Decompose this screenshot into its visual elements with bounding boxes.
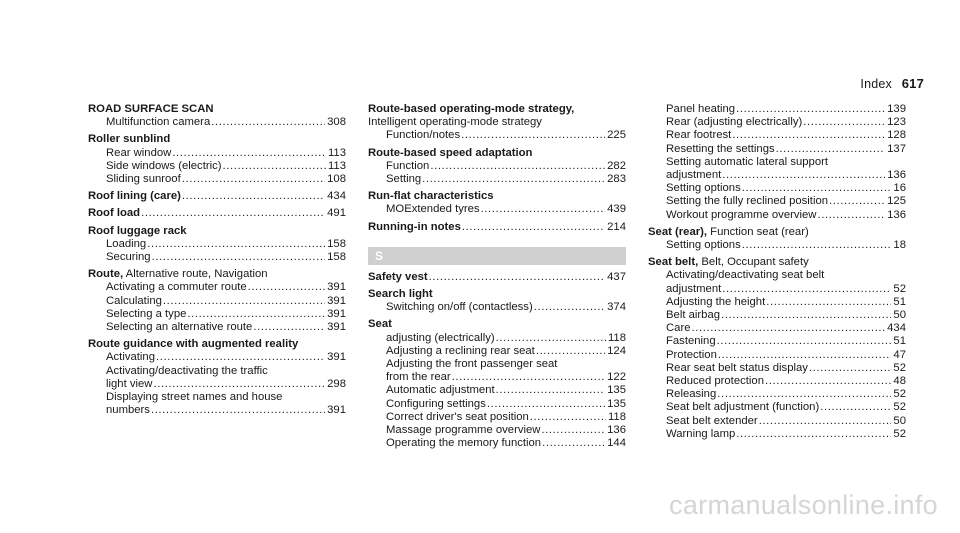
subentry-text: Seat belt extender	[666, 414, 758, 427]
dot-leader	[732, 129, 885, 142]
page-reference: 137	[887, 142, 906, 155]
page-reference: 124	[607, 344, 626, 357]
index-subentry	[368, 173, 626, 186]
dot-leader	[163, 295, 325, 308]
index-subentry	[88, 281, 346, 294]
dot-leader	[718, 349, 892, 362]
dot-leader	[717, 388, 891, 401]
dot-leader	[721, 309, 891, 322]
dot-leader	[147, 238, 325, 251]
page-reference: 374	[607, 301, 626, 314]
index-subentry	[88, 308, 346, 321]
index-entry-heading	[368, 103, 626, 116]
subentry-text: from the rear	[386, 371, 451, 384]
subentry-text: Setting options	[666, 239, 741, 252]
dot-leader	[253, 321, 325, 334]
index-subentry	[368, 332, 626, 345]
page-reference: 122	[607, 371, 626, 384]
index-entry-heading	[88, 133, 346, 146]
dot-leader	[736, 103, 885, 116]
dot-leader	[496, 384, 606, 397]
subentry-text: Displaying street names and house	[106, 391, 283, 404]
entry-keyword: Roller sunblind	[88, 133, 171, 146]
index-subentry	[368, 398, 626, 411]
page-reference: 437	[607, 270, 626, 283]
page-reference: 391	[327, 351, 346, 364]
index-subentry	[368, 160, 626, 173]
index-entry-heading	[368, 221, 626, 234]
page-reference: 108	[327, 173, 346, 186]
entry-see-also: Belt, Occupant safety	[698, 256, 809, 269]
dot-leader	[481, 203, 606, 216]
dot-leader	[692, 322, 886, 335]
dot-leader	[496, 332, 606, 345]
subentry-text: numbers	[106, 404, 150, 417]
dot-leader	[182, 173, 325, 186]
entry-keyword: Roof lining (care)	[88, 190, 181, 203]
dot-leader	[742, 182, 892, 195]
page-reference: 47	[893, 348, 906, 361]
entry-see-also: Alternative route, Navigation	[123, 268, 268, 281]
entry-keyword: Roof luggage rack	[88, 224, 187, 237]
entry-keyword: Seat (rear),	[648, 225, 708, 238]
index-subentry	[648, 156, 906, 169]
page-reference: 283	[607, 173, 626, 186]
index-subentry	[648, 269, 906, 282]
dot-leader	[776, 143, 886, 156]
page-reference: 298	[327, 377, 346, 390]
section-letter-bar: S	[368, 247, 626, 265]
dot-leader	[187, 308, 325, 321]
page-reference: 118	[607, 331, 626, 344]
index-subentry	[648, 362, 906, 375]
page-reference: 48	[893, 375, 906, 388]
dot-leader	[541, 424, 605, 437]
dot-leader	[829, 195, 885, 208]
page-reference: 52	[893, 282, 906, 295]
dot-leader	[765, 375, 891, 388]
index-subentry	[648, 335, 906, 348]
entry-keyword: Route,	[88, 268, 124, 281]
index-subentry	[648, 129, 906, 142]
subentry-text: Massage programme overview	[386, 424, 541, 437]
dot-leader	[462, 221, 605, 234]
page-reference: 52	[893, 388, 906, 401]
page-reference: 139	[887, 103, 906, 115]
entry-keyword: Search light	[368, 288, 433, 301]
page-number: 617	[901, 76, 924, 91]
dot-leader	[182, 190, 325, 203]
page-reference: 18	[893, 239, 906, 252]
dot-leader	[717, 335, 892, 348]
page-reference: 136	[887, 169, 906, 182]
subentry-text: Correct driver's seat position	[386, 410, 529, 423]
page-reference: 125	[887, 195, 906, 208]
page-reference: 158	[327, 251, 346, 264]
page-reference: 391	[327, 294, 346, 307]
index-column-3	[648, 103, 906, 441]
index-subentry	[368, 384, 626, 397]
index-subentry	[648, 428, 906, 441]
dot-leader	[141, 207, 325, 220]
dot-leader	[722, 169, 885, 182]
index-subentry	[88, 295, 346, 308]
subentry-text: adjustment	[666, 282, 722, 295]
index-subentry	[648, 169, 906, 182]
page-reference: 50	[893, 414, 906, 427]
page-reference: 308	[327, 116, 346, 129]
dot-leader	[809, 362, 892, 375]
index-entry-heading	[88, 190, 346, 203]
subentry-text: Warning lamp	[666, 427, 736, 440]
subentry-text: Adjusting the front passenger seat	[386, 358, 558, 371]
subentry-text: Activating	[106, 351, 155, 364]
entry-keyword: Roof load	[88, 207, 141, 220]
dot-leader	[422, 173, 605, 186]
page-reference: 52	[893, 361, 906, 374]
index-subentry	[648, 283, 906, 296]
dot-leader	[542, 437, 605, 450]
page-reference: 439	[607, 203, 626, 216]
dot-leader	[248, 281, 325, 294]
dot-leader	[153, 378, 325, 391]
subentry-text: Workout programme overview	[666, 208, 817, 221]
dot-leader	[429, 271, 605, 284]
subentry-text: Setting options	[666, 182, 741, 195]
dot-leader	[766, 296, 891, 309]
page-reference: 50	[893, 309, 906, 322]
index-subentry	[88, 238, 346, 251]
subentry-text: Resetting the settings	[666, 142, 775, 155]
index-subentry	[368, 437, 626, 450]
page-reference: 491	[327, 207, 346, 220]
index-subentry	[648, 195, 906, 208]
index-subentry	[648, 349, 906, 362]
subentry-text: adjustment	[666, 169, 722, 182]
index-subentry	[648, 309, 906, 322]
subentry-text: Protection	[666, 348, 717, 361]
dot-leader	[452, 371, 605, 384]
page-reference: 391	[327, 321, 346, 334]
index-subentry	[648, 239, 906, 252]
subentry-text: Function	[386, 159, 430, 172]
index-entry-heading	[368, 271, 626, 284]
dot-leader	[530, 411, 606, 424]
watermark: carmanualsonline.info	[669, 490, 938, 520]
subentry-text: Adjusting a reclining rear seat	[386, 344, 535, 357]
index-subentry	[88, 173, 346, 186]
subentry-text: Belt airbag	[666, 309, 721, 322]
page-header	[860, 76, 924, 91]
page-reference: 214	[607, 220, 626, 233]
entry-keyword: Running-in notes	[368, 220, 461, 233]
index-subentry	[88, 391, 346, 404]
subentry-text: Setting automatic lateral support	[666, 155, 829, 168]
index-subentry	[368, 424, 626, 437]
subentry-text: light view	[106, 377, 153, 390]
page-reference: 113	[327, 146, 346, 159]
subentry-text: Intelligent operating-mode strategy	[368, 116, 542, 129]
subentry-text: Panel heating	[666, 103, 736, 115]
subentry-text: Setting	[386, 173, 422, 186]
page-reference: 136	[887, 208, 906, 221]
index-entry-heading	[88, 268, 346, 281]
entry-keyword: Route guidance with augmented reality	[88, 338, 299, 351]
index-subentry	[648, 209, 906, 222]
index-subentry	[648, 322, 906, 335]
subentry-text: Loading	[106, 237, 147, 250]
subentry-text: Selecting a type	[106, 307, 187, 320]
index-subentry	[368, 411, 626, 424]
subentry-text: Multifunction camera	[106, 116, 211, 129]
index-column-2	[368, 103, 626, 450]
subentry-text: Function/notes	[386, 129, 461, 142]
index-subentry	[648, 415, 906, 428]
dot-leader	[736, 428, 891, 441]
subentry-text: Side windows (electric)	[106, 159, 222, 172]
subentry-text: Seat belt adjustment (function)	[666, 401, 820, 414]
index-entry-heading	[648, 226, 906, 239]
dot-leader	[820, 401, 891, 414]
index-subentry	[88, 147, 346, 160]
subentry-text: Rear footrest	[666, 129, 732, 142]
subentry-text: Configuring settings	[386, 397, 486, 410]
entry-keyword: Safety vest	[368, 270, 428, 283]
page-reference: 391	[327, 404, 346, 417]
page-reference: 128	[887, 129, 906, 142]
index-subentry	[368, 203, 626, 216]
subentry-text: Operating the memory function	[386, 437, 542, 450]
page-reference: 144	[607, 437, 626, 450]
index-entry-heading	[368, 288, 626, 301]
index-subentry	[368, 371, 626, 384]
index-subentry	[368, 301, 626, 314]
dot-leader	[534, 301, 605, 314]
entry-keyword: Seat	[368, 318, 392, 331]
subentry-text: Activating/deactivating seat belt	[666, 269, 825, 282]
dot-leader	[722, 283, 891, 296]
dot-leader	[430, 160, 605, 173]
index-subentry	[88, 378, 346, 391]
index-subentry	[648, 182, 906, 195]
index-entry-heading	[368, 190, 626, 203]
page-reference: 136	[607, 424, 626, 437]
section-label: Index	[860, 77, 893, 91]
page-reference: 51	[893, 295, 906, 308]
entry-keyword: Route-based operating-mode strategy,	[368, 103, 575, 115]
page-reference: 118	[607, 410, 626, 423]
dot-leader	[487, 398, 605, 411]
page-reference: 51	[893, 335, 906, 348]
subentry-text: adjusting (electrically)	[386, 331, 495, 344]
page-reference: 52	[893, 401, 906, 414]
page-reference: 135	[607, 397, 626, 410]
page-reference: 123	[887, 116, 906, 129]
page-reference: 113	[327, 159, 346, 172]
index-entry-heading	[88, 338, 346, 351]
dot-leader	[742, 239, 892, 252]
page-reference: 135	[607, 384, 626, 397]
page-reference: 16	[893, 182, 906, 195]
index-subentry	[648, 143, 906, 156]
page-reference: 282	[607, 159, 626, 172]
page-reference: 52	[893, 427, 906, 440]
dot-leader	[759, 415, 892, 428]
index-subentry	[648, 116, 906, 129]
subentry-text: Adjusting the height	[666, 295, 766, 308]
dot-leader	[211, 116, 325, 129]
index-subentry	[648, 103, 906, 116]
dot-leader	[803, 116, 885, 129]
subentry-text: Switching on/off (contactless)	[386, 301, 533, 314]
index-subentry	[368, 116, 626, 129]
page-reference: 434	[327, 190, 346, 203]
subentry-text: Automatic adjustment	[386, 384, 495, 397]
index-column-1	[88, 103, 346, 417]
dot-leader	[151, 404, 325, 417]
index-subentry	[88, 321, 346, 334]
index-subentry	[368, 129, 626, 142]
subentry-text: Activating a commuter route	[106, 281, 247, 294]
subentry-text: Sliding sunroof	[106, 173, 181, 186]
index-subentry	[88, 351, 346, 364]
index-subentry	[648, 296, 906, 309]
subentry-text: MOExtended tyres	[386, 203, 480, 216]
subentry-text: Calculating	[106, 294, 162, 307]
index-subentry	[648, 375, 906, 388]
index-subentry	[648, 388, 906, 401]
index-subentry	[88, 116, 346, 129]
index-entry-heading	[368, 318, 626, 331]
entry-keyword: Route-based speed adaptation	[368, 146, 533, 159]
dot-leader	[172, 147, 326, 160]
index-entry-heading	[648, 256, 906, 269]
entry-keyword: ROAD SURFACE SCAN	[88, 103, 214, 115]
subentry-text: Reduced protection	[666, 375, 764, 388]
subentry-text: Securing	[106, 251, 151, 264]
subentry-text: Rear window	[106, 146, 172, 159]
entry-keyword: Run-flat characteristics	[368, 190, 494, 203]
page-reference: 158	[327, 237, 346, 250]
dot-leader	[817, 209, 885, 222]
page-reference: 225	[607, 129, 626, 142]
index-entry-heading	[88, 225, 346, 238]
page-reference: 434	[887, 322, 906, 335]
dot-leader	[156, 351, 325, 364]
index-subentry	[368, 358, 626, 371]
subentry-text: Releasing	[666, 388, 717, 401]
subentry-text: Selecting an alternative route	[106, 321, 253, 334]
dot-leader	[223, 160, 326, 173]
page-reference: 391	[327, 307, 346, 320]
index-subentry	[88, 404, 346, 417]
dot-leader	[536, 345, 605, 358]
subentry-text: Setting the fully reclined position	[666, 195, 829, 208]
subentry-text: Rear (adjusting electrically)	[666, 116, 803, 129]
entry-see-also: Function seat (rear)	[707, 225, 809, 238]
index-entry-heading	[88, 207, 346, 220]
dot-leader	[461, 129, 605, 142]
entry-keyword: Seat belt,	[648, 256, 699, 269]
page-reference: 391	[327, 281, 346, 294]
index-subentry	[88, 365, 346, 378]
subentry-text: Fastening	[666, 335, 716, 348]
index-subentry	[88, 160, 346, 173]
subentry-text: Care	[666, 322, 691, 335]
index-subentry	[368, 345, 626, 358]
index-entry-heading	[88, 103, 346, 116]
subentry-text: Activating/deactivating the traffic	[106, 364, 268, 377]
index-subentry	[88, 251, 346, 264]
dot-leader	[152, 251, 326, 264]
index-subentry	[648, 401, 906, 414]
index-entry-heading	[368, 147, 626, 160]
subentry-text: Rear seat belt status display	[666, 361, 808, 374]
